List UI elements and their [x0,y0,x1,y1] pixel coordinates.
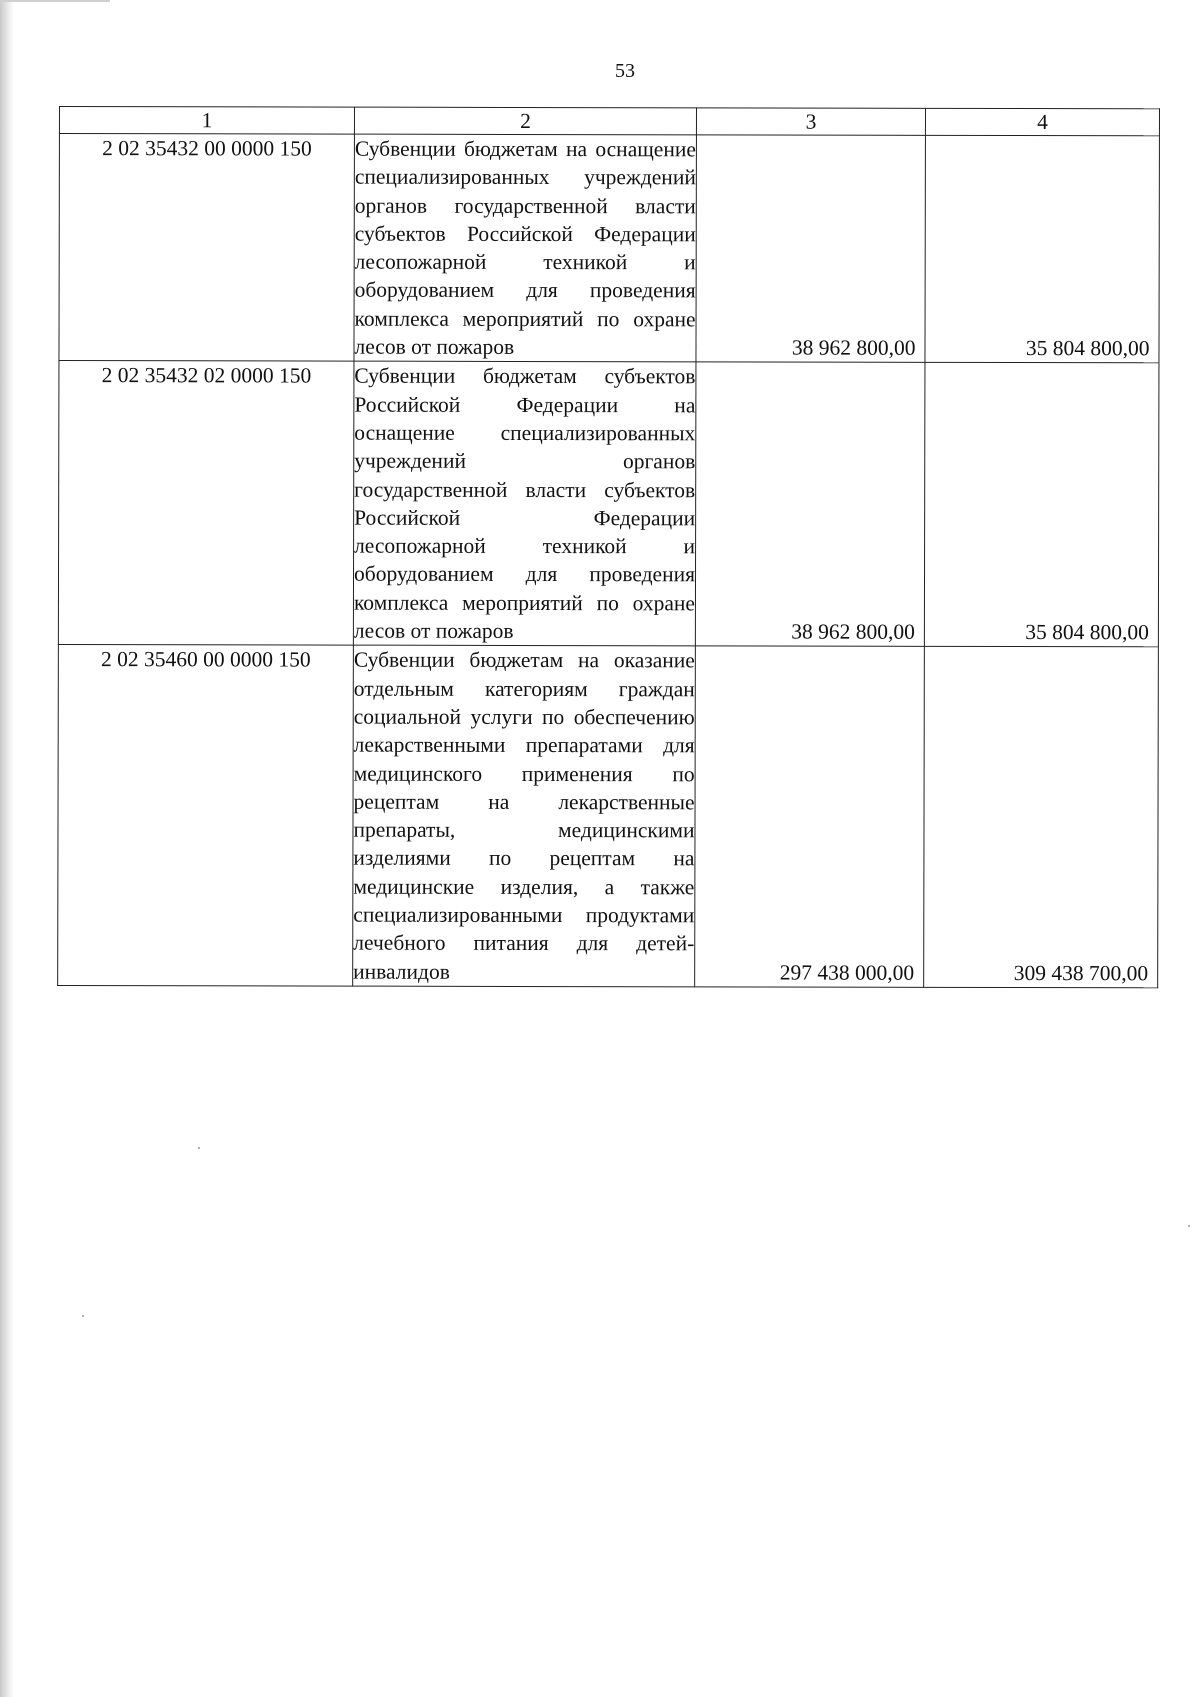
budget-table [57,106,1160,988]
description-text: Субвенции бюджетам на оснащение специализированных учреждений органов государственной власти субъектов Российской Федерации лесопожарной техникой и оборудованием для проведения комплекса мероприятий по охране лесов от пожаров [354,136,696,360]
table-row [58,361,1159,647]
amount-col3-cell: 297 438 000,00 [695,646,925,987]
description-cell [353,361,696,646]
scan-edge-shadow [0,0,14,1697]
table-row [58,645,1159,988]
amount-col4-cell: 35 804 800,00 [925,135,1159,363]
table-row [59,134,1159,364]
amount-col3-cell: 38 962 800,00 [695,362,925,646]
description-cell [353,645,696,986]
budget-code-cell: 2 02 35432 00 0000 150 [59,134,354,362]
column-header-4: 4 [925,108,1159,135]
page-number: 53 [615,60,635,82]
budget-code-cell: 2 02 35460 00 0000 150 [58,645,354,986]
amount-col4-cell: 309 438 700,00 [924,647,1159,988]
scan-speck [198,1147,200,1149]
column-header-1: 1 [59,107,354,135]
scan-speck [82,1315,84,1317]
table-header-row [59,107,1159,136]
column-header-2: 2 [354,107,696,135]
amount-col3-cell: 38 962 800,00 [696,135,925,363]
column-header-3: 3 [696,108,925,135]
scan-top-mark [0,0,110,2]
description-text: Субвенции бюджетам на оказание отдельным категориям граждан социальной услуги по обеспечению лекарственными препаратами для медицинского применения по рецептам на лекарственные препараты, медицинскими изделиями по рецептам на медицинские изделия, а также специализированными продуктами лечебного питания для детей-инвалидов [353,647,695,984]
amount-col4-cell: 35 804 800,00 [924,363,1159,647]
description-cell [354,134,696,362]
budget-code-cell: 2 02 35432 02 0000 150 [58,361,354,646]
scan-speck [1188,1225,1190,1227]
description-text: Субвенции бюджетам субъектов Российской Федерации на оснащение специализированных учреждений органов государственной власти субъектов Российской Федерации лесопожарной техникой и оборудованием для проведения комплекса мероприятий по охране лесов от пожаров [353,363,696,643]
